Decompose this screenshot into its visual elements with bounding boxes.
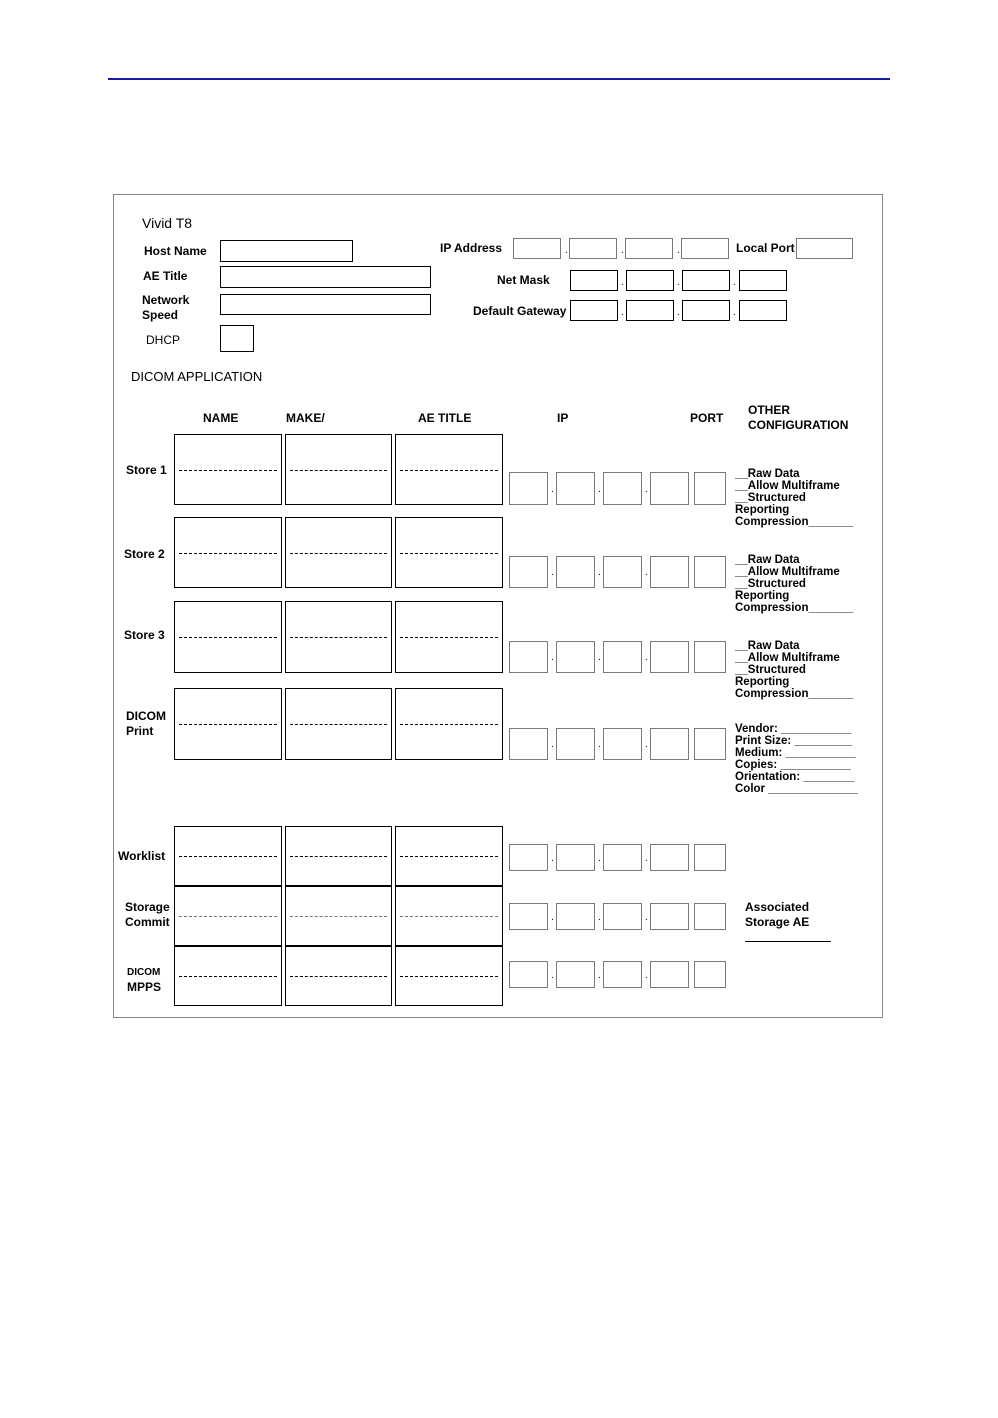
- row-label-7: DICOM MPPS: [127, 967, 162, 994]
- net-mask-label: Net Mask: [497, 273, 550, 287]
- allow-multiframe-option[interactable]: __Allow Multiframe: [735, 566, 840, 578]
- row-3-ae-title-field[interactable]: [395, 601, 503, 673]
- local-port-field[interactable]: [796, 238, 853, 259]
- row-6-ip-octet-3[interactable]: [603, 903, 642, 930]
- row-6-ae-title-field[interactable]: [395, 886, 503, 946]
- net-mask-octet-2[interactable]: [626, 270, 674, 291]
- ip-separator-dot: .: [598, 739, 601, 750]
- row-1-ip-octet-4[interactable]: [650, 472, 689, 505]
- dashed-guide-line: [400, 553, 498, 554]
- allow-multiframe-option[interactable]: __Allow Multiframe: [735, 652, 840, 664]
- row-7-ip-octet-1[interactable]: [509, 961, 548, 988]
- associated-storage-ae-label: Associated Storage AE: [745, 900, 810, 929]
- row-7-port-field[interactable]: [694, 961, 726, 988]
- dashed-guide-line: [290, 916, 387, 917]
- row-4-make-field[interactable]: [285, 688, 392, 760]
- row-6-ip-octet-1[interactable]: [509, 903, 548, 930]
- ip-separator-dot: .: [598, 852, 601, 864]
- vendor-field[interactable]: Vendor: ___________: [735, 723, 852, 735]
- reporting-label: Reporting: [735, 504, 790, 516]
- row-2-ip-octet-3[interactable]: [603, 556, 642, 588]
- row-label-6: Storage Commit: [125, 900, 170, 929]
- compression-field[interactable]: Compression_______: [735, 516, 854, 528]
- host-name-label: Host Name: [144, 244, 207, 258]
- allow-multiframe-option[interactable]: __Allow Multiframe: [735, 480, 840, 492]
- reporting-label: Reporting: [735, 676, 790, 688]
- structured-option[interactable]: __Structured: [735, 492, 806, 504]
- column-header-make: MAKE/: [286, 411, 325, 425]
- dashed-guide-line: [400, 724, 498, 725]
- row-3-port-field[interactable]: [694, 641, 726, 673]
- dashed-guide-line: [400, 916, 498, 917]
- dashed-guide-line: [400, 856, 498, 857]
- ip-separator-dot: .: [551, 652, 554, 663]
- ip-separator-dot: .: [645, 969, 648, 981]
- row-7-ae-title-field[interactable]: [395, 946, 503, 1006]
- structured-option[interactable]: __Structured: [735, 664, 806, 676]
- ip-separator-dot: .: [645, 483, 648, 495]
- row-4-ip-octet-2[interactable]: [556, 728, 595, 760]
- row-5-ip-octet-4[interactable]: [650, 844, 689, 871]
- dashed-guide-line: [290, 637, 387, 638]
- default-gateway-octet-2[interactable]: [626, 300, 674, 321]
- dashed-guide-line: [179, 916, 277, 917]
- row-7-ip-octet-4[interactable]: [650, 961, 689, 988]
- raw-data-option[interactable]: __Raw Data: [735, 640, 800, 652]
- ip-address-label: IP Address: [440, 241, 503, 255]
- row-4-name-field[interactable]: [174, 688, 282, 760]
- store-2-options: [735, 554, 853, 614]
- compression-field[interactable]: Compression_______: [735, 602, 854, 614]
- row-5-make-field[interactable]: [285, 826, 392, 886]
- row-1-ip-octet-2[interactable]: [556, 472, 595, 505]
- row-1-name-field[interactable]: [174, 434, 282, 505]
- row-1-port-field[interactable]: [694, 472, 726, 505]
- ip-separator-dot: .: [645, 911, 648, 923]
- row-2-make-field[interactable]: [285, 517, 392, 588]
- row-1-ip-octet-3[interactable]: [603, 472, 642, 505]
- ae-title-field[interactable]: [220, 266, 431, 288]
- dashed-guide-line: [290, 976, 387, 977]
- row-4-ip-octet-4[interactable]: [650, 728, 689, 760]
- column-header-other-configuration: OTHER CONFIGURATION: [748, 403, 849, 432]
- row-3-ip-octet-2[interactable]: [556, 641, 595, 673]
- row-5-name-field[interactable]: [174, 826, 282, 886]
- associated-storage-ae-field[interactable]: [745, 941, 831, 942]
- row-2-ip-octet-1[interactable]: [509, 556, 548, 588]
- ip-separator-dot: .: [645, 652, 648, 663]
- row-3-ip-octet-3[interactable]: [603, 641, 642, 673]
- medium-field[interactable]: Medium: ___________: [735, 747, 856, 759]
- row-7-ip-octet-3[interactable]: [603, 961, 642, 988]
- network-speed-label: Network Speed: [142, 293, 190, 322]
- net-mask-octet-3[interactable]: [682, 270, 730, 291]
- color-field[interactable]: Color ______________: [735, 783, 858, 795]
- row-6-ip-octet-4[interactable]: [650, 903, 689, 930]
- row-7-ip-octet-2[interactable]: [556, 961, 595, 988]
- dashed-guide-line: [400, 470, 498, 471]
- dashed-guide-line: [179, 724, 277, 725]
- ip-separator-dot: .: [551, 852, 554, 864]
- default-gateway-label: Default Gateway: [473, 304, 567, 318]
- ip-separator-dot: .: [551, 911, 554, 923]
- network-speed-field[interactable]: [220, 294, 431, 315]
- column-header-name: NAME: [203, 411, 239, 425]
- raw-data-option[interactable]: __Raw Data: [735, 554, 800, 566]
- ip-address-octet-4[interactable]: [681, 238, 729, 259]
- column-header-ip: IP: [557, 411, 569, 425]
- print-options: [735, 723, 858, 795]
- dashed-guide-line: [290, 553, 387, 554]
- dashed-guide-line: [179, 856, 277, 857]
- row-2-ip-octet-4[interactable]: [650, 556, 689, 588]
- row-5-port-field[interactable]: [694, 844, 726, 871]
- dashed-guide-line: [290, 856, 387, 857]
- row-label-1: Store 1: [126, 463, 167, 477]
- row-5-ip-octet-1[interactable]: [509, 844, 548, 871]
- dashed-guide-line: [400, 976, 498, 977]
- row-7-name-field[interactable]: [174, 946, 282, 1006]
- store-3-options: [735, 640, 853, 700]
- compression-field[interactable]: Compression_______: [735, 688, 854, 700]
- row-6-make-field[interactable]: [285, 886, 392, 946]
- ip-separator-dot: .: [645, 739, 648, 750]
- default-gateway-octet-3[interactable]: [682, 300, 730, 321]
- row-5-ip-octet-2[interactable]: [556, 844, 595, 871]
- row-5-ip-octet-3[interactable]: [603, 844, 642, 871]
- row-4-ip-octet-1[interactable]: [509, 728, 548, 760]
- row-3-ip-octet-1[interactable]: [509, 641, 548, 673]
- host-name-field[interactable]: [220, 240, 353, 262]
- row-5-ae-title-field[interactable]: [395, 826, 503, 886]
- net-mask-octet-1[interactable]: [570, 270, 618, 291]
- default-gateway-octet-1[interactable]: [570, 300, 618, 321]
- row-4-ip-octet-3[interactable]: [603, 728, 642, 760]
- copies-field[interactable]: Copies: ___________: [735, 759, 851, 771]
- dashed-guide-line: [290, 724, 387, 725]
- ip-separator-dot: .: [645, 567, 648, 578]
- dashed-guide-line: [400, 637, 498, 638]
- row-2-port-field[interactable]: [694, 556, 726, 588]
- column-header-port: PORT: [690, 411, 724, 425]
- dashed-guide-line: [179, 470, 277, 471]
- print-size-field[interactable]: Print Size: _________: [735, 735, 852, 747]
- row-3-ip-octet-4[interactable]: [650, 641, 689, 673]
- dicom-application-heading: DICOM APPLICATION: [131, 369, 263, 384]
- ip-separator-dot: .: [598, 969, 601, 981]
- ip-separator-dot: .: [598, 911, 601, 923]
- structured-option[interactable]: __Structured: [735, 578, 806, 590]
- row-1-ip-octet-1[interactable]: [509, 472, 548, 505]
- row-7-make-field[interactable]: [285, 946, 392, 1006]
- row-1-ae-title-field[interactable]: [395, 434, 503, 505]
- row-2-name-field[interactable]: [174, 517, 282, 588]
- ip-separator-dot: .: [598, 483, 601, 495]
- row-3-make-field[interactable]: [285, 601, 392, 673]
- dashed-guide-line: [179, 637, 277, 638]
- ip-separator-dot: .: [645, 852, 648, 864]
- ip-separator-dot: .: [598, 567, 601, 578]
- row-2-ip-octet-2[interactable]: [556, 556, 595, 588]
- ip-address-octet-2[interactable]: [569, 238, 617, 259]
- ip-separator-dot: .: [551, 969, 554, 981]
- row-6-port-field[interactable]: [694, 903, 726, 930]
- row-4-port-field[interactable]: [694, 728, 726, 760]
- row-6-ip-octet-2[interactable]: [556, 903, 595, 930]
- default-gateway-octet-4[interactable]: [739, 300, 787, 321]
- row-3-name-field[interactable]: [174, 601, 282, 673]
- column-header-ae-title: AE TITLE: [418, 411, 472, 425]
- dhcp-label: DHCP: [146, 333, 181, 347]
- store-1-options: [735, 468, 853, 528]
- dashed-guide-line: [179, 976, 277, 977]
- net-mask-octet-4[interactable]: [739, 270, 787, 291]
- row-label-4: DICOM Print: [126, 709, 166, 738]
- ip-separator-dot: .: [551, 739, 554, 750]
- dashed-guide-line: [290, 470, 387, 471]
- ip-separator-dot: .: [551, 483, 554, 495]
- header-rule: [108, 78, 890, 80]
- ae-title-label: AE Title: [143, 269, 188, 283]
- ip-separator-dot: .: [598, 652, 601, 663]
- form-title: Vivid T8: [142, 215, 193, 231]
- orientation-field[interactable]: Orientation: ________: [735, 771, 855, 783]
- row-label-3: Store 3: [124, 628, 165, 642]
- dhcp-checkbox[interactable]: [220, 325, 254, 352]
- ip-address-octet-1[interactable]: [513, 238, 561, 259]
- row-1-make-field[interactable]: [285, 434, 392, 505]
- row-6-name-field[interactable]: [174, 886, 282, 946]
- row-label-5: Worklist: [118, 849, 166, 863]
- raw-data-option[interactable]: __Raw Data: [735, 468, 800, 480]
- row-2-ae-title-field[interactable]: [395, 517, 503, 588]
- ip-separator-dot: .: [551, 567, 554, 578]
- local-port-label: Local Port: [736, 241, 795, 255]
- ip-address-octet-3[interactable]: [625, 238, 673, 259]
- dashed-guide-line: [179, 553, 277, 554]
- row-4-ae-title-field[interactable]: [395, 688, 503, 760]
- row-label-2: Store 2: [124, 547, 165, 561]
- reporting-label: Reporting: [735, 590, 790, 602]
